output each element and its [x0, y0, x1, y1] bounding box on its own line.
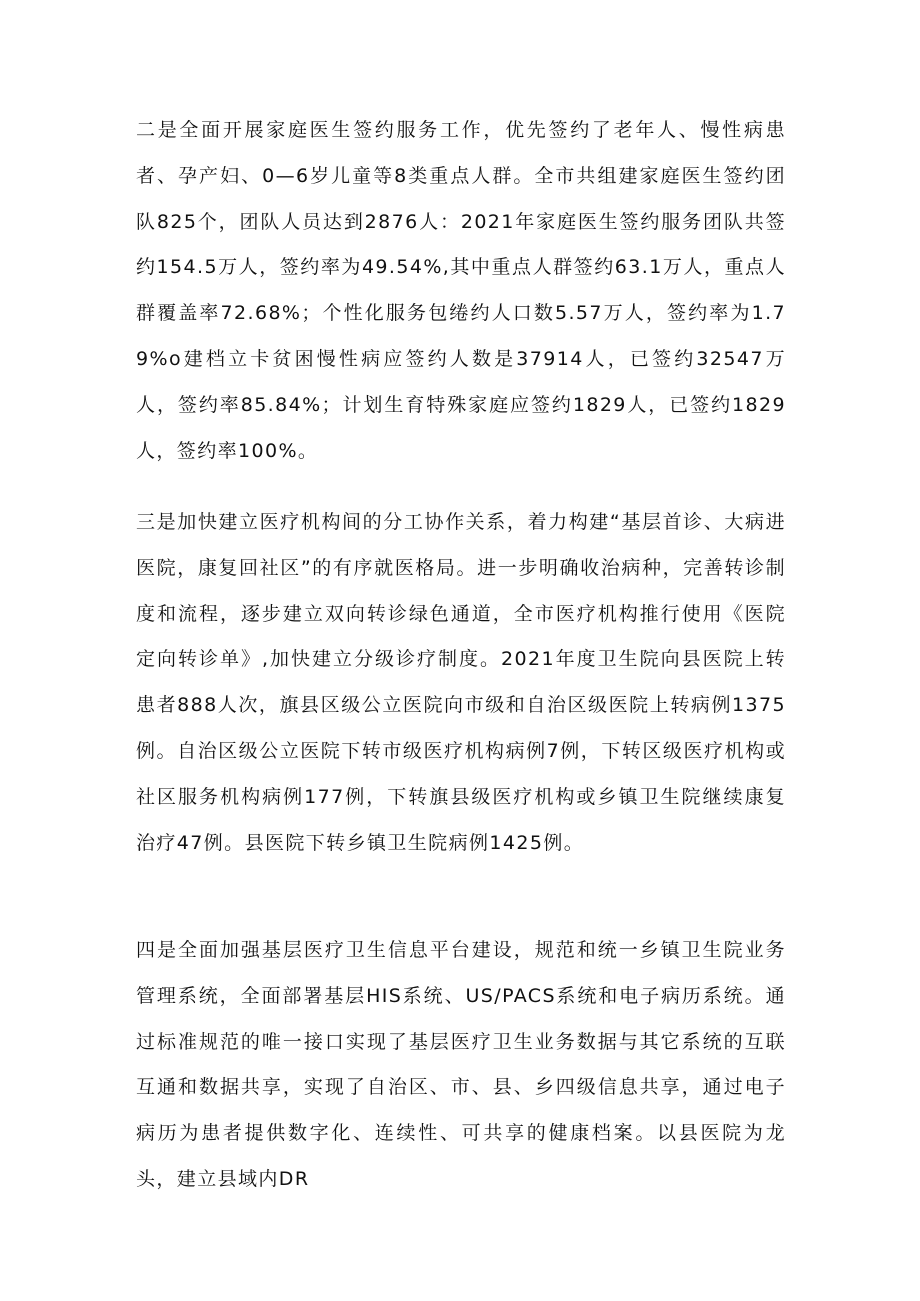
paragraph-referral-cooperation: 三是加快建立医疗机构间的分工协作关系，着力构建“基层首诊、大病进医院，康复回社区”的有序就医格局。进一步明确收治病种，完善转诊制度和流程，逐步建立双向转诊绿色通道，全市医疗机构推行使用《医院定向转诊单》,加快建立分级诊疗制度。2021年度卫生院向县医院上转患者888人次，旗县区级公立医院向市级和自治区级医院上转病例1375例。自治区级公立医院下转市级医疗机构病例7例，下转区级医疗机构或社区服务机构病例177例，下转旗县级医疗机构或乡镇卫生院继续康复治疗47例。县医院下转乡镇卫生院病例1425例。 — [136, 511, 786, 854]
paragraph-family-doctor-signing: 二是全面开展家庭医生签约服务工作，优先签约了老年人、慢性病患者、孕产妇、0—6岁儿童等8类重点人群。全市共组建家庭医生签约团队825个，团队人员达到2876人：2021年家庭医生签约服务团队共签约154.5万人，签约率为49.54%,其中重点人群签约63.1万人，重点人群覆盖率72.68%；个性化服务包绻约人口数5.57万人，签约率为1.79%o建档立卡贫困慢性病应签约人数是37914人，已签约32547万人，签约率85.84%；计划生育特殊家庭应签约1829人，已签约1829人，签约率100%。 — [136, 119, 786, 462]
paragraph-information-platform: 四是全面加强基层医疗卫生信息平台建设，规范和统一乡镇卫生院业务管理系统，全面部署基层HIS系统、US/PACS系统和电子病历系统。通过标准规范的唯一接口实现了基层医疗卫生业务数据与其它系统的互联互通和数据共享，实现了自治区、市、县、乡四级信息共享，通过电子病历为患者提供数字化、连续性、可共享的健康档案。以县医院为龙头，建立县域内DR — [136, 939, 786, 1190]
